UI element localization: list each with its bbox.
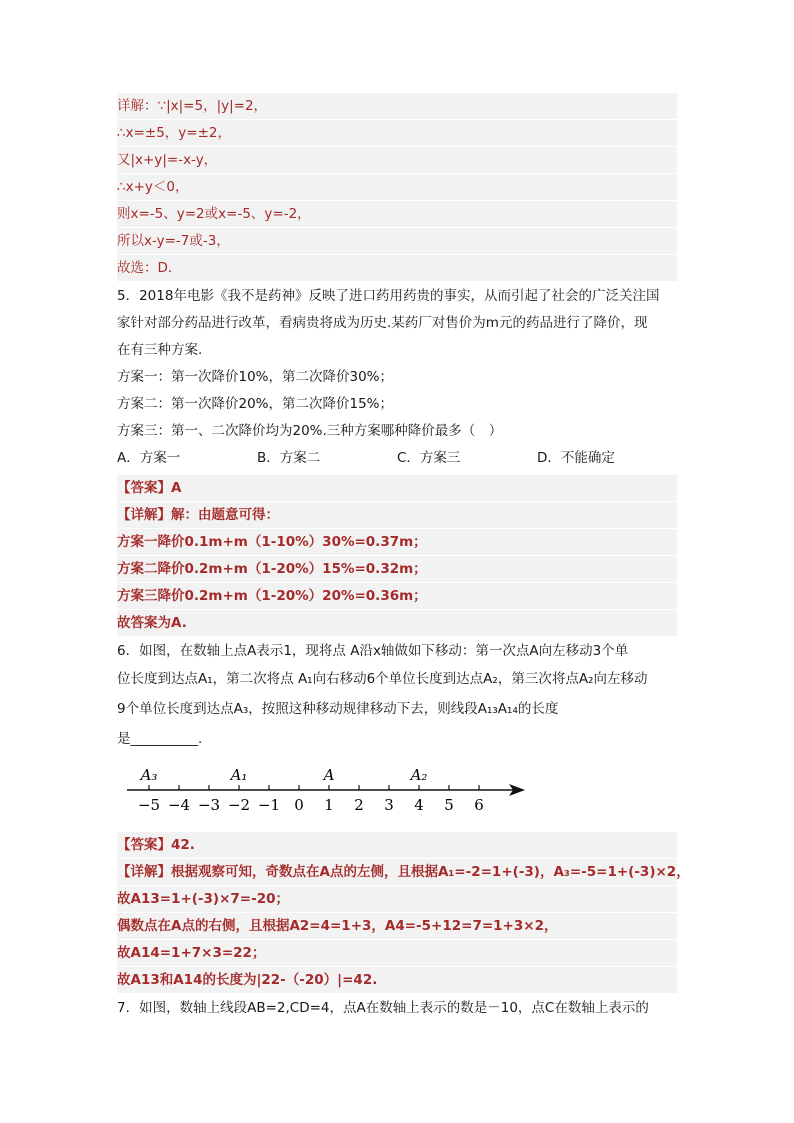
tick-label: 3 [384, 796, 394, 814]
tick-label: 5 [444, 796, 454, 814]
answer_lines-line-2: 方案一降价0.1m+m（1-10%）30%=0.37m； [117, 529, 677, 555]
lines-line-7: 5．2018年电影《我不是药神》反映了进口药用药贵的事实，从而引起了社会的广泛关注国 [117, 288, 660, 304]
tick-label: −2 [227, 796, 251, 814]
answer_lines-line-0: 【答案】A [117, 475, 677, 501]
tick-label: 2 [354, 796, 364, 814]
tick-label: −5 [137, 796, 161, 814]
point-label: A₁ [230, 766, 248, 784]
lines-line-8: 家针对部分药品进行改革，看病贵将成为历史.某药厂对售价为m元的药品进行了降价，现 [117, 315, 648, 331]
tick-label: 1 [324, 796, 334, 814]
lines-line-5: 所以x-y=-7或-3， [117, 228, 677, 254]
tail_lines-line-6: 7．如图，数轴上线段AB=2,CD=4，点A在数轴上表示的数是－10，点C在数轴上表示的 [117, 1000, 649, 1016]
lines-line-1: ∴x=±5，y=±2， [117, 120, 677, 146]
answer_lines-line-8: 9个单位长度到达点A₃，按照这种移动规律移动下去，则线段A₁₃A₁₄的长度 [117, 701, 559, 717]
lines-line-6: 故选：D． [117, 255, 677, 281]
option-b: B．方案二 [257, 450, 321, 466]
lines-line-4: 则x=-5、y=2或x=-5、y=-2， [117, 201, 677, 227]
answer_lines-line-1: 【详解】解：由题意可得： [117, 502, 677, 528]
option-d: D．不能确定 [537, 450, 615, 466]
option-c: C．方案三 [397, 450, 461, 466]
tail_lines-line-3: 偶数点在A点的右侧，且根据A2=4=1+3，A4=-5+12=7=1+3×2， [117, 913, 677, 939]
tick-label: −4 [167, 796, 191, 814]
answer_lines-line-6: 6．如图，在数轴上点A表示1，现将点 A沿x轴做如下移动：第一次点A向左移动3个单 [117, 643, 629, 659]
answer_lines-line-7: 位长度到达点A₁，第二次将点 A₁向右移动6个单位长度到达点A₂，第三次将点A₂向左移动 [117, 671, 648, 687]
tail_lines-line-1: 【详解】根据观察可知，奇数点在A点的左侧，且根据A₁=-2=1+(-3)，A₃=-5=1+(-3)×2， [117, 859, 677, 885]
point-label: A₂ [410, 766, 428, 784]
options-row [117, 445, 677, 471]
lines-line-2: 又|x+y|=-x-y， [117, 147, 677, 173]
lines-line-11: 方案二：第一次降价20%，第二次降价15%； [117, 396, 394, 412]
lines-line-0: 详解：∵|x|=5，|y|=2， [117, 93, 677, 119]
answer_lines-line-4: 方案三降价0.2m+m（1-20%）20%=0.36m； [117, 583, 677, 609]
lines-line-3: ∴x+y＜0， [117, 174, 677, 200]
lines-line-9: 在有三种方案. [117, 342, 203, 358]
tail_lines-line-4: 故A14=1+7×3=22； [117, 940, 677, 966]
option-a: A．方案一 [117, 450, 181, 466]
tick-label: 0 [294, 796, 304, 814]
tick-label: 6 [474, 796, 484, 814]
tick-label: 4 [414, 796, 424, 814]
answer_lines-line-5: 故答案为A. [117, 610, 677, 636]
number-line-figure [117, 760, 537, 820]
point-label: A₃ [140, 766, 158, 784]
tail_lines-line-2: 故A13=1+(-3)×7=-20； [117, 886, 677, 912]
lines-line-12: 方案三：第一、二次降价均为20%.三种方案哪种降价最多（ ） [117, 423, 503, 439]
answer_lines-line-3: 方案二降价0.2m+m（1-20%）15%=0.32m； [117, 556, 677, 582]
tail_lines-line-5: 故A13和A14的长度为|22-（-20）|=42. [117, 967, 677, 993]
point-label: A [323, 766, 335, 784]
lines-line-10: 方案一：第一次降价10%，第二次降价30%； [117, 369, 394, 385]
tick-label: −1 [257, 796, 281, 814]
tail_lines-line-0: 【答案】42. [117, 832, 677, 858]
tick-label: −3 [197, 796, 221, 814]
answer_lines-line-9: 是__________. [117, 731, 203, 747]
